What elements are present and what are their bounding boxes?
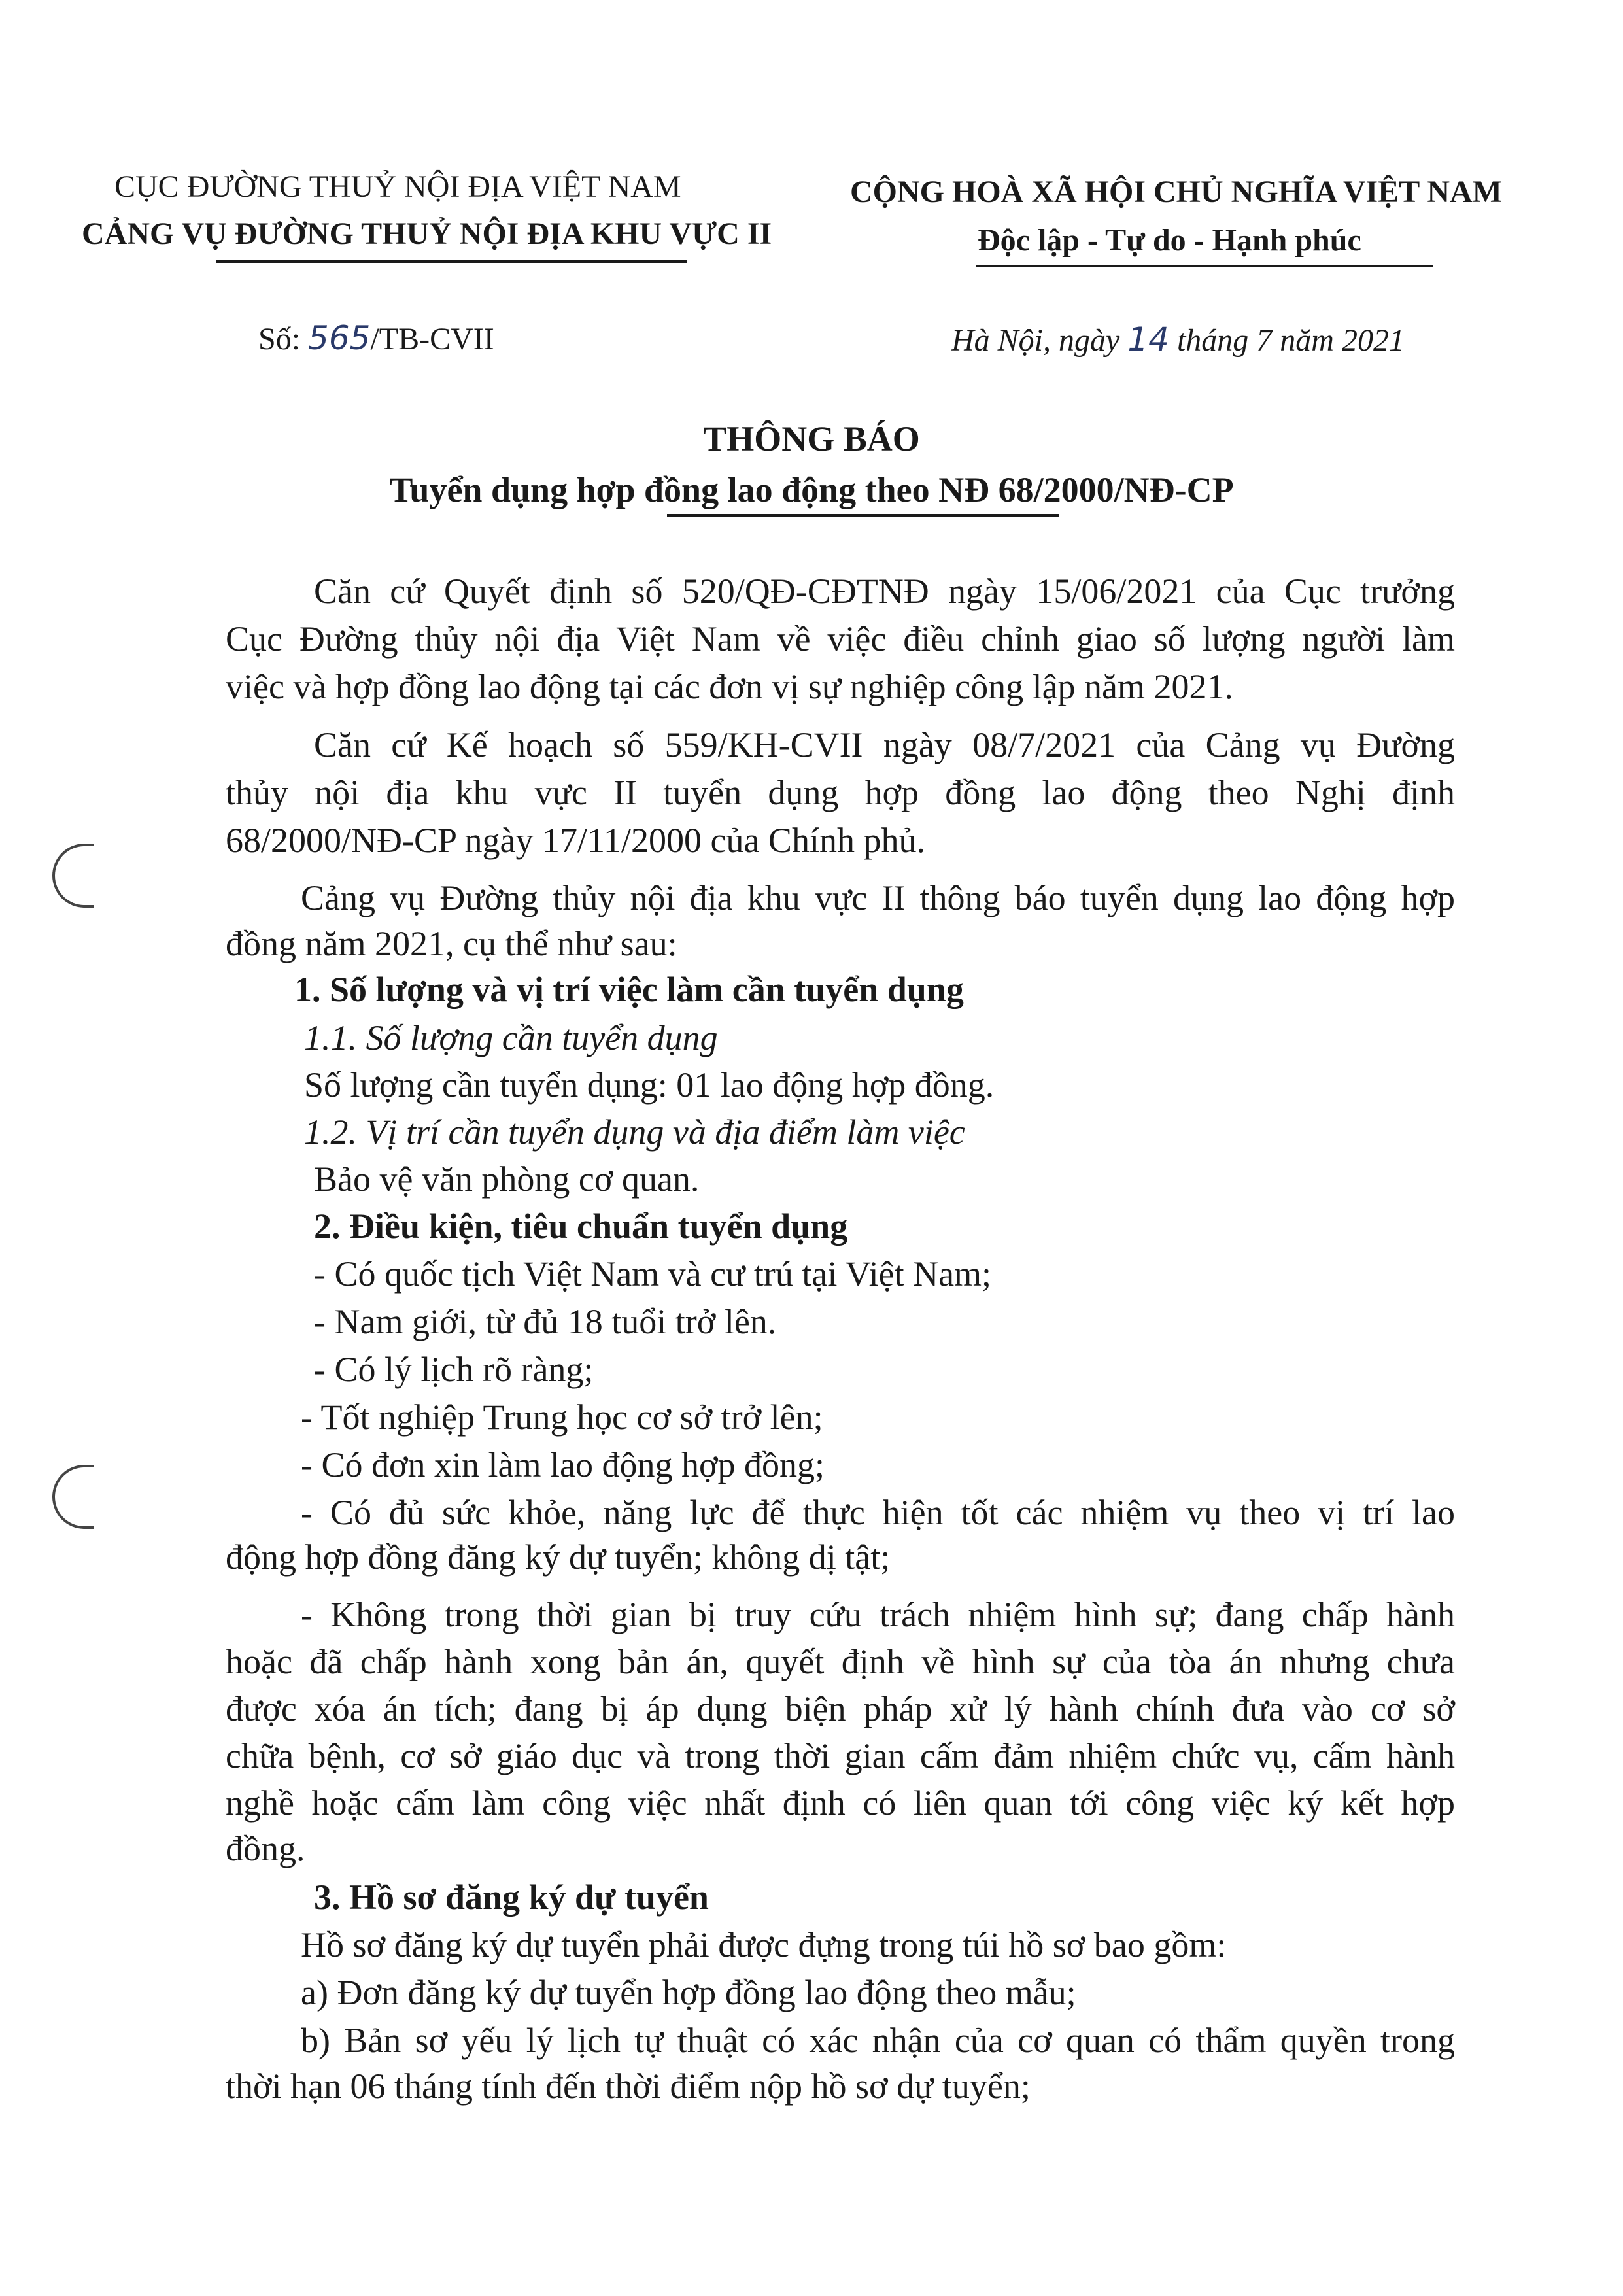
section2-heading: 2. Điều kiện, tiêu chuẩn tuyển dụng — [314, 1207, 848, 1246]
national-title: CỘNG HOÀ XÃ HỘI CHỦ NGHĨA VIỆT NAM — [850, 175, 1502, 209]
agency-name: CẢNG VỤ ĐƯỜNG THUỶ NỘI ĐỊA KHU VỰC II — [82, 216, 772, 251]
para1-line: việc và hợp đồng lao động tại các đơn vị sự nghiệp công lập năm 2021. — [226, 667, 1234, 706]
section1-heading: 1. Số lượng và vị trí việc làm cần tuyển dụng — [294, 970, 964, 1009]
para3-line: Cảng vụ Đường thủy nội địa khu vực II thông báo tuyển dụng lao động hợp — [301, 878, 1455, 917]
document-item-cont: thời hạn 06 tháng tính đến thời điểm nộp hồ sơ dự tuyển; — [226, 2066, 1031, 2106]
agency-underline — [216, 260, 687, 263]
national-motto: Độc lập - Tự do - Hạnh phúc — [978, 223, 1361, 258]
criteria-item: - Có đủ sức khỏe, năng lực để thực hiện tốt các nhiệm vụ theo vị trí lao — [301, 1493, 1455, 1532]
criteria-item-cont: được xóa án tích; đang bị áp dụng biện pháp xử lý hành chính đưa vào cơ sở — [226, 1689, 1455, 1728]
section1-sub1-text: Số lượng cần tuyển dụng: 01 lao động hợp đồng. — [304, 1065, 995, 1105]
doc-date — [951, 320, 1405, 358]
doc-subtitle: Tuyển dụng hợp đồng lao động theo NĐ 68/2000/NĐ-CP — [389, 470, 1234, 509]
section3-heading: 3. Hồ sơ đăng ký dự tuyển — [314, 1877, 709, 1917]
document-item: a) Đơn đăng ký dự tuyển hợp đồng lao động theo mẫu; — [301, 1973, 1076, 2012]
doc-date-day: 14 — [1127, 320, 1169, 358]
punch-hole-mark — [52, 844, 94, 908]
para1-line: Căn cứ Quyết định số 520/QĐ-CĐTNĐ ngày 15/06/2021 của Cục trưởng — [314, 572, 1455, 611]
criteria-item-cont: chữa bệnh, cơ sở giáo dục và trong thời gian cấm đảm nhiệm chức vụ, cấm hành — [226, 1736, 1455, 1775]
document-item: b) Bản sơ yếu lý lịch tự thuật có xác nhận của cơ quan có thẩm quyền trong — [301, 2021, 1455, 2060]
section1-sub2-text: Bảo vệ văn phòng cơ quan. — [314, 1159, 700, 1199]
para1-line: Cục Đường thủy nội địa Việt Nam về việc điều chỉnh giao số lượng người làm — [226, 619, 1455, 659]
section1-sub2: 1.2. Vị trí cần tuyển dụng và địa điểm làm việc — [304, 1112, 965, 1152]
section1-sub1: 1.1. Số lượng cần tuyển dụng — [304, 1018, 718, 1057]
criteria-item: - Có lý lịch rõ ràng; — [314, 1350, 594, 1389]
criteria-item: - Không trong thời gian bị truy cứu trách nhiệm hình sự; đang chấp hành — [301, 1595, 1455, 1634]
motto-underline — [976, 265, 1433, 267]
criteria-item-cont: hoặc đã chấp hành xong bản án, quyết định về hình sự của tòa án nhưng chưa — [226, 1642, 1455, 1681]
criteria-item: - Tốt nghiệp Trung học cơ sở trở lên; — [301, 1397, 823, 1437]
para2-line: Căn cứ Kế hoạch số 559/KH-CVII ngày 08/7/2021 của Cảng vụ Đường — [314, 725, 1455, 764]
criteria-item: - Có quốc tịch Việt Nam và cư trú tại Việt Nam; — [314, 1254, 992, 1294]
criteria-item: - Có đơn xin làm lao động hợp đồng; — [301, 1445, 825, 1484]
agency-parent: CỤC ĐƯỜNG THUỶ NỘI ĐỊA VIỆT NAM — [114, 169, 681, 204]
para2-line: 68/2000/NĐ-CP ngày 17/11/2000 của Chính phủ. — [226, 821, 925, 860]
para3-line: đồng năm 2021, cụ thể như sau: — [226, 924, 677, 963]
section3-intro: Hồ sơ đăng ký dự tuyển phải được đựng trong túi hồ sơ bao gồm: — [301, 1925, 1227, 1964]
punch-hole-mark — [52, 1465, 94, 1529]
doc-date-suffix: tháng 7 năm 2021 — [1176, 323, 1405, 358]
para2-line: thủy nội địa khu vực II tuyển dụng hợp đồng lao động theo Nghị định — [226, 773, 1455, 812]
doc-number-handwritten: 565 — [308, 319, 371, 357]
subtitle-underline — [667, 514, 1059, 517]
criteria-item: - Nam giới, từ đủ 18 tuổi trở lên. — [314, 1302, 777, 1341]
doc-title: THÔNG BÁO — [703, 419, 920, 458]
doc-date-prefix: Hà Nội, ngày — [951, 323, 1120, 358]
criteria-item-cont: đồng. — [226, 1829, 305, 1868]
doc-number-prefix: Số: — [258, 322, 301, 356]
doc-number — [258, 319, 494, 357]
doc-number-suffix: /TB-CVII — [370, 322, 494, 356]
criteria-item-cont: động hợp đồng đăng ký dự tuyển; không dị tật; — [226, 1537, 891, 1577]
criteria-item-cont: nghề hoặc cấm làm công việc nhất định có liên quan tới công việc ký kết hợp — [226, 1783, 1455, 1823]
